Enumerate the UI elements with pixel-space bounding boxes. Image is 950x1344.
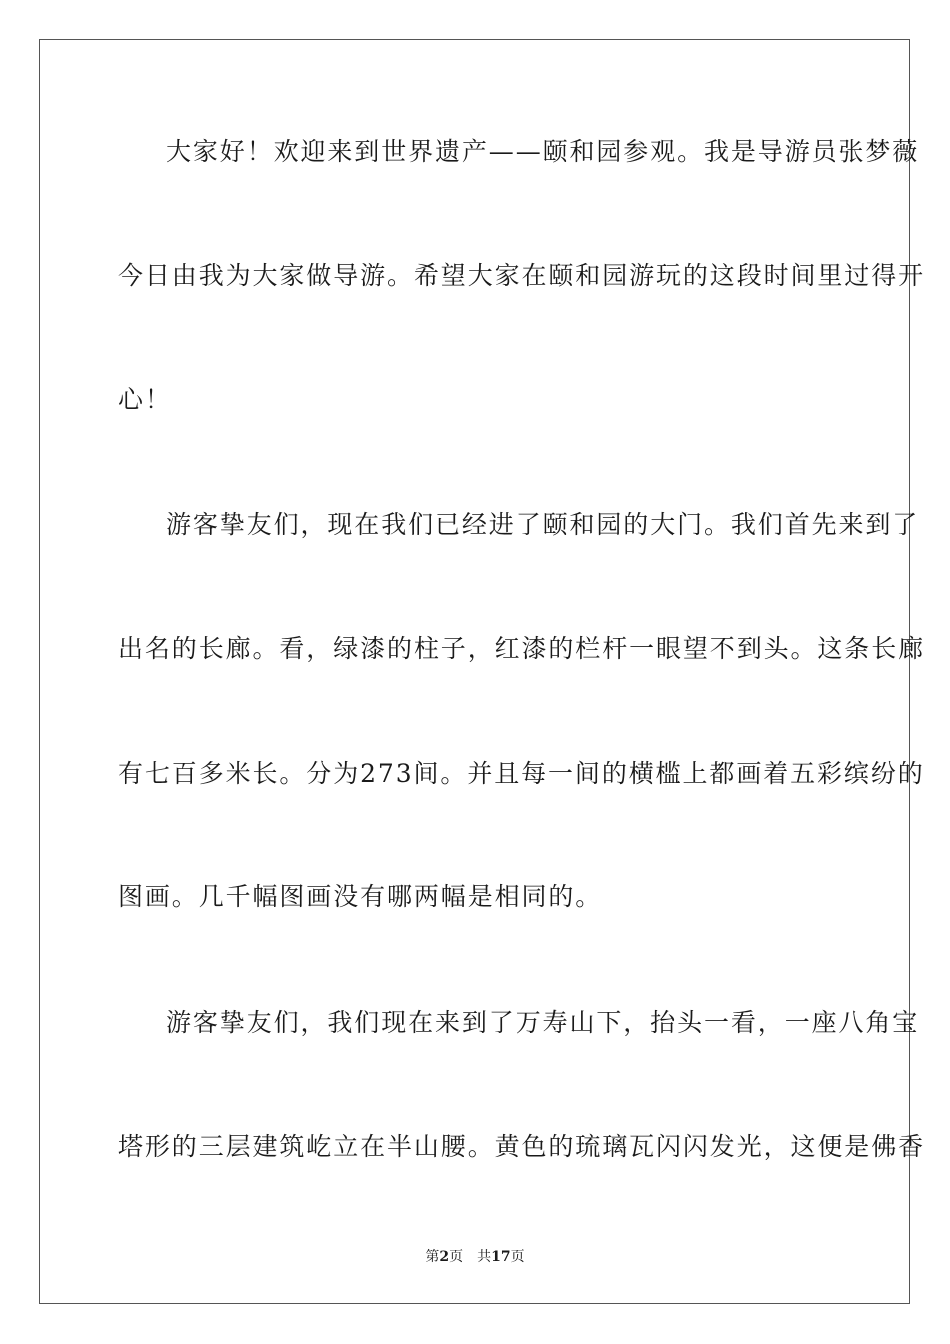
paragraph-3-line-2: 塔形的三层建筑屹立在半山腰。黄色的琉璃瓦闪闪发光，这便是佛香	[118, 1132, 926, 1161]
footer-total-suffix: 页	[510, 1249, 525, 1265]
paragraph-2-line-4: 图画。几千幅图画没有哪两幅是相同的。	[118, 882, 603, 911]
footer-page-prefix: 第	[425, 1249, 440, 1265]
paragraph-2-line-3: 有七百多米长。分为273间。并且每一间的横槛上都画着五彩缤纷的	[118, 759, 925, 788]
footer-total-pages: 17	[491, 1249, 511, 1265]
footer-total-prefix: 共	[477, 1249, 492, 1265]
paragraph-3-line-1: 游客挚友们，我们现在来到了万寿山下，抬头一看，一座八角宝	[166, 1008, 920, 1037]
paragraph-1-line-1: 大家好！欢迎来到世界遗产——颐和园参观。我是导游员张梦薇	[166, 137, 920, 166]
footer-page-suffix: 页	[449, 1249, 464, 1265]
page-footer	[0, 1248, 950, 1266]
paragraph-1-line-2: 今日由我为大家做导游。希望大家在颐和园游玩的这段时间里过得开	[118, 261, 926, 290]
page-border	[39, 39, 910, 1304]
paragraph-2-line-2: 出名的长廊。看，绿漆的柱子，红漆的栏杆一眼望不到头。这条长廊	[118, 634, 926, 663]
paragraph-1-line-3: 心！	[118, 385, 172, 414]
footer-page-number: 2	[439, 1249, 450, 1265]
paragraph-2-line-1: 游客挚友们，现在我们已经进了颐和园的大门。我们首先来到了	[166, 510, 920, 539]
